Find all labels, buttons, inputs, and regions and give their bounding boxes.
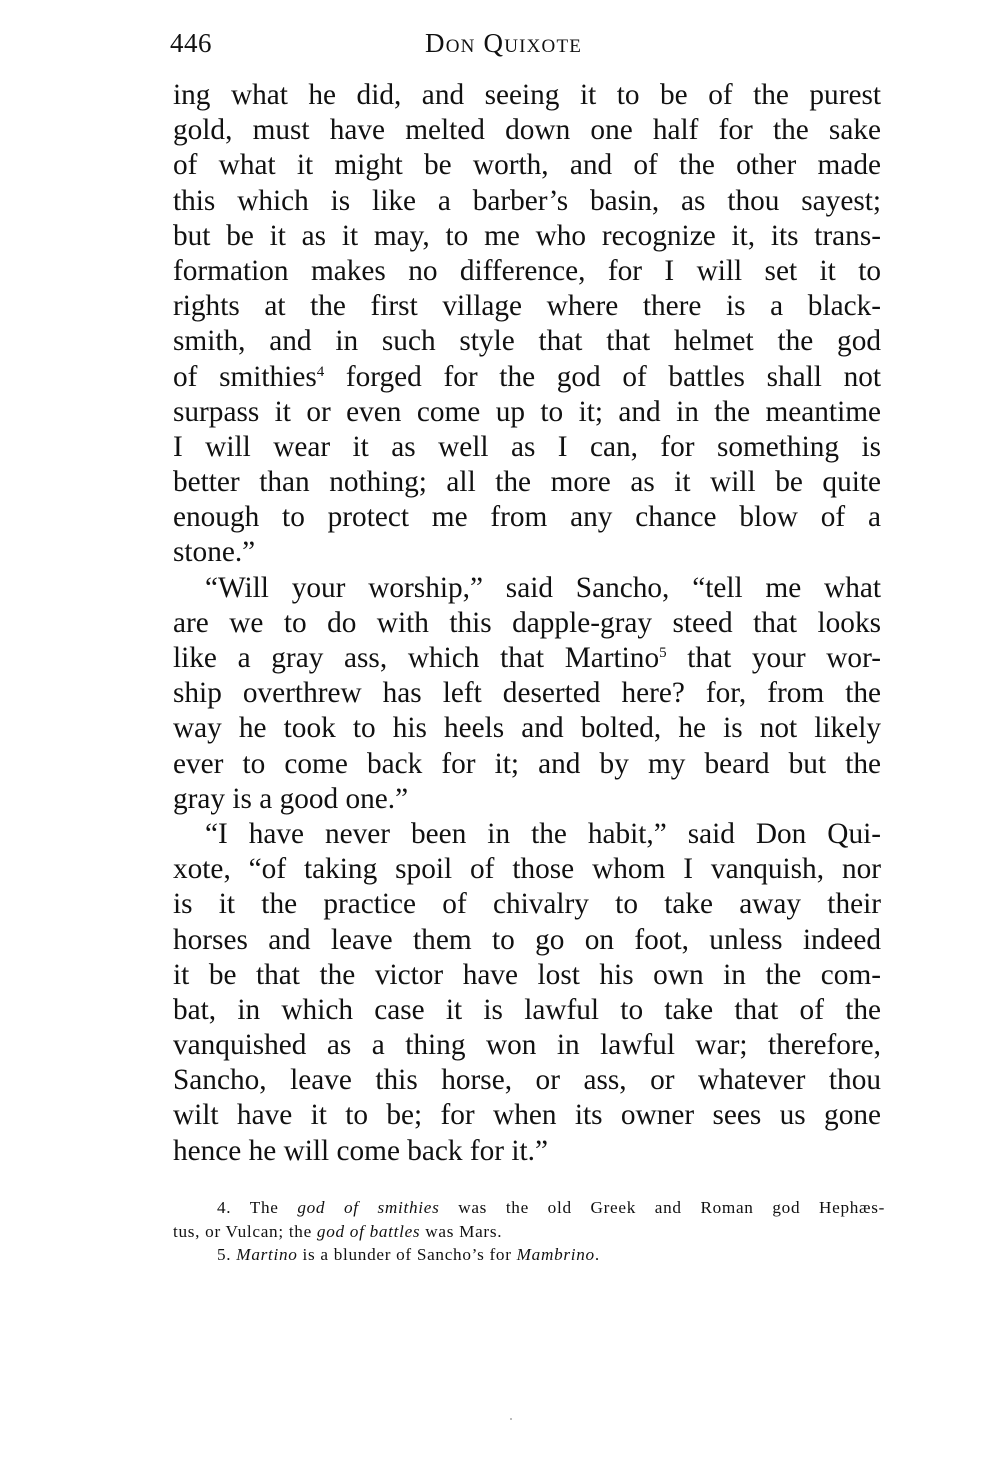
footnote-number: 4. The bbox=[217, 1198, 298, 1217]
paragraph-start: “I have never been in the habit,” said Don Qui- bbox=[205, 817, 881, 850]
text-line: smith, and in such style that that helmet the god bbox=[173, 325, 881, 358]
text-line: I will wear it as well as I can, for something is bbox=[173, 430, 881, 463]
footnote-text: was the old Greek and Roman god Hephæs- bbox=[439, 1198, 886, 1217]
text-line: enough to protect me from any chance blow of a bbox=[173, 501, 881, 534]
text-line: wilt have it to be; for when its owner sees us gone bbox=[173, 1099, 881, 1132]
text-line: stone.” bbox=[173, 536, 256, 569]
text-line: surpass it or even come up to it; and in the meantime bbox=[173, 395, 881, 428]
text-line-footnote-4 bbox=[173, 360, 881, 395]
paragraph-start: “Will your worship,” said Sancho, “tell me what bbox=[205, 571, 881, 604]
footnote-5 bbox=[173, 1243, 885, 1267]
text-fragment: like a gray ass, which that Martino bbox=[173, 642, 660, 674]
text-line: bat, in which case it is lawful to take that of the bbox=[173, 993, 881, 1026]
running-head: Don Quixote bbox=[425, 28, 583, 58]
page-header bbox=[170, 28, 890, 68]
text-line: better than nothing; all the more as it will be quite bbox=[173, 466, 881, 499]
text-line: is it the practice of chivalry to take away their bbox=[173, 888, 881, 921]
text-line: vanquished as a thing won in lawful war; therefore, bbox=[173, 1029, 881, 1062]
footnote-text: was Mars. bbox=[420, 1221, 503, 1241]
footnote-term: god of smithies bbox=[297, 1198, 440, 1217]
text-line: this which is like a barber’s basin, as thou sayest; bbox=[173, 184, 881, 217]
footnote-4-continued bbox=[173, 1220, 885, 1244]
footnote-marker-5: 5 bbox=[659, 645, 667, 661]
footnote-number: 5. bbox=[217, 1245, 237, 1264]
footnote-4 bbox=[173, 1196, 885, 1220]
text-line: ship overthrew has left deserted here? for, from the bbox=[173, 677, 881, 710]
text-line-footnote-5 bbox=[173, 641, 881, 676]
footnote-term: Mambrino bbox=[516, 1245, 595, 1264]
text-line: of what it might be worth, and of the other made bbox=[173, 149, 881, 182]
footnote-text: tus, or Vulcan; the bbox=[173, 1221, 317, 1241]
text-line: way he took to his heels and bolted, he is not likely bbox=[173, 712, 881, 745]
text-fragment: of smithies bbox=[173, 360, 317, 393]
text-fragment: that your wor- bbox=[666, 642, 882, 674]
text-line: are we to do with this dapple-gray steed that looks bbox=[173, 606, 881, 639]
scan-speck bbox=[510, 1418, 512, 1420]
footnote-text: . bbox=[594, 1245, 600, 1264]
page-number: 446 bbox=[170, 28, 212, 58]
text-line: ever to come back for it; and by my beard but the bbox=[173, 747, 881, 780]
footnotes bbox=[173, 1196, 885, 1267]
text-line: rights at the first village where there is a black- bbox=[173, 290, 881, 323]
text-line: ing what he did, and seeing it to be of the purest bbox=[173, 79, 881, 111]
text-line: gold, must have melted down one half for the sake bbox=[173, 114, 881, 147]
text-line: xote, “of taking spoil of those whom I vanquish, nor bbox=[173, 853, 881, 886]
text-line: it be that the victor have lost his own in the com- bbox=[173, 958, 881, 991]
footnote-term: Martino bbox=[236, 1245, 298, 1264]
text-line: but be it as it may, to me who recognize it, its trans- bbox=[173, 219, 881, 252]
text-fragment: forged for the god of battles shall not bbox=[324, 360, 881, 393]
text-line: gray is a good one.” bbox=[173, 782, 409, 815]
text-line: Sancho, leave this horse, or ass, or whatever thou bbox=[173, 1064, 881, 1097]
text-line: hence he will come back for it.” bbox=[173, 1134, 548, 1167]
footnote-term: god of battles bbox=[316, 1221, 421, 1241]
footnote-text: is a blunder of Sancho’s for bbox=[297, 1245, 517, 1264]
body-text bbox=[173, 78, 881, 1169]
footnote-marker-4: 4 bbox=[316, 363, 325, 380]
text-line: horses and leave them to go on foot, unless indeed bbox=[173, 923, 881, 956]
text-line: formation makes no difference, for I will set it to bbox=[173, 254, 881, 287]
